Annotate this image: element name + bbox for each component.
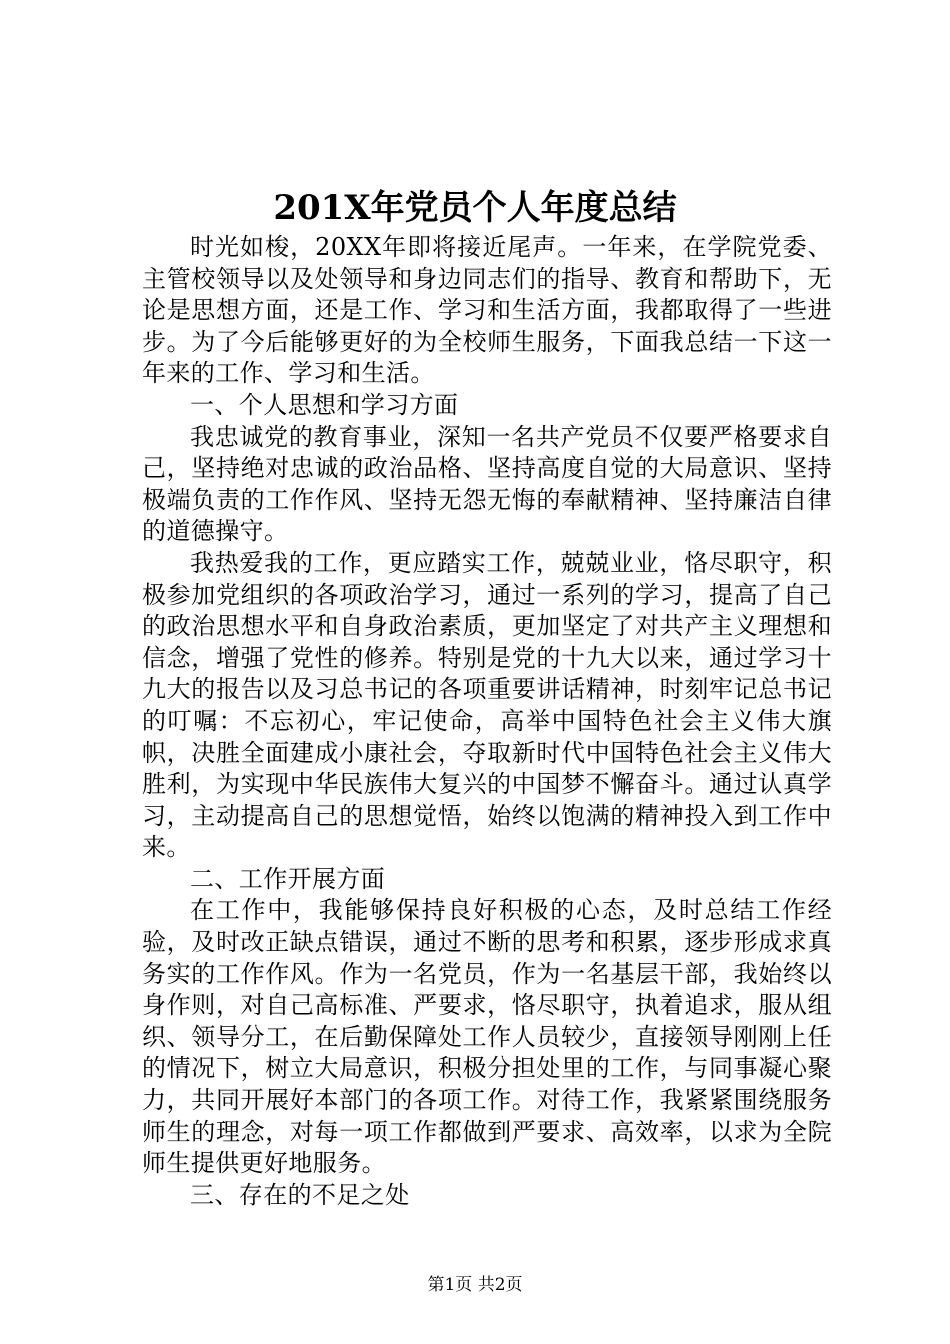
document-body [142, 232, 832, 1211]
intro-paragraph: 时光如梭，20XX年即将接近尾声。一年来，在学院党委、主管校领导以及处领导和身边同志们的指导、教育和帮助下，无论是思想方面，还是工作、学习和生活方面，我都取得了一些进步。为了今后能够更好的为全校师生服务，下面我总结一下这一年来的工作、学习和生活。 [142, 233, 832, 388]
section-heading-3: 三、存在的不足之处 [190, 1180, 410, 1209]
section-heading-2: 二、工作开展方面 [190, 864, 386, 893]
section-heading-1: 一、个人思想和学习方面 [190, 390, 459, 419]
document-title: 201X年党员个人年度总结 [273, 188, 677, 228]
body-paragraph: 我热爱我的工作，更应踏实工作，兢兢业业，恪尽职守，积极参加党组织的各项政治学习，通过一系列的学习，提高了自己的政治思想水平和自身政治素质，更加坚定了对共产主义理想和信念，增强了党性的修养。特别是党的十九大以来，通过学习十九大的报告以及习总书记的各项重要讲话精神，时刻牢记总书记的叮嘱：不忘初心，牢记使命，高举中国特色社会主义伟大旗帜，决胜全面建成小康社会，夺取新时代中国特色社会主义伟大胜利，为实现中华民族伟大复兴的中国梦不懈奋斗。通过认真学习，主动提高自己的思想觉悟，始终以饱满的精神投入到工作中来。 [142, 548, 832, 862]
body-paragraph: 在工作中，我能够保持良好积极的心态，及时总结工作经验，及时改正缺点错误，通过不断的思考和积累，逐步形成求真务实的工作作风。作为一名党员，作为一名基层干部，我始终以身作则，对自己高标准、严要求，恪尽职守，执着追求，服从组织、领导分工，在后勤保障处工作人员较少，直接领导刚刚上任的情况下，树立大局意识，积极分担处里的工作，与同事凝心聚力，共同开展好本部门的各项工作。对待工作，我紧紧围绕服务师生的理念，对每一项工作都做到严要求、高效率，以求为全院师生提供更好地服务。 [142, 896, 832, 1178]
page-footer: 第1页 共2页 [427, 1275, 523, 1295]
body-paragraph: 我忠诚党的教育事业，深知一名共产党员不仅要严格要求自己，坚持绝对忠诚的政治品格、坚持高度自觉的大局意识、坚持极端负责的工作作风、坚持无怨无悔的奉献精神、坚持廉洁自律的道德操守。 [142, 422, 832, 546]
